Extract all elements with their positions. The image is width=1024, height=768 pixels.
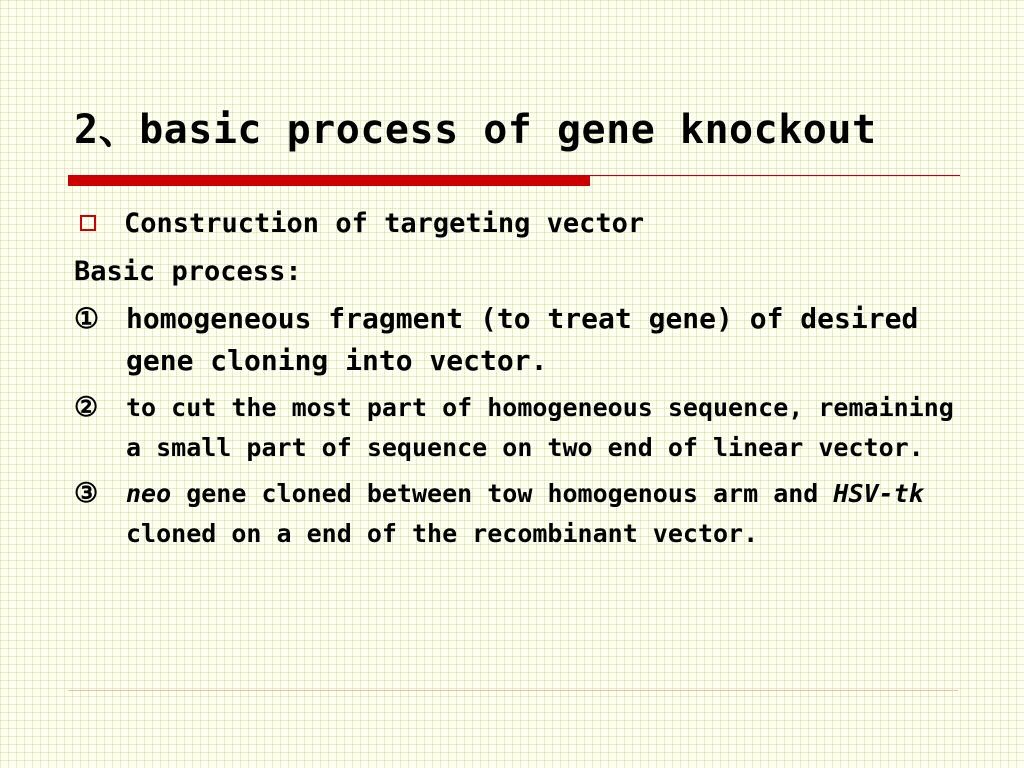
step-text: homogeneous fragment (to treat gene) of desired gene cloning into vector.: [126, 302, 919, 377]
step-text-part: gene cloned between tow homogenous arm and: [171, 479, 834, 508]
step-3: [74, 474, 974, 554]
title-underline-thin: [590, 175, 960, 176]
gene-name-hsv-tk: HSV-tk: [833, 479, 924, 508]
step-1: [74, 298, 974, 382]
step-text-part: cloned on a end of the recombinant vector.: [126, 519, 759, 548]
bullet-text: Construction of targeting vector: [124, 207, 645, 239]
step-number: ②: [74, 392, 99, 423]
gene-name-neo: neo: [126, 479, 172, 508]
bullet-item: [74, 200, 974, 246]
step-text: to cut the most part of homogeneous sequence, remaining a small part of sequence on two end of linear vector.: [126, 393, 954, 462]
title-underline-thick: [68, 175, 590, 186]
slide-content: [74, 200, 974, 560]
slide-title: 2、basic process of gene knockout: [74, 107, 877, 153]
footer-divider: [68, 690, 958, 691]
step-number: ③: [74, 478, 99, 509]
step-number: ①: [74, 302, 100, 335]
step-text: [126, 474, 974, 554]
subheading: Basic process:: [74, 256, 302, 287]
hollow-square-icon: [80, 215, 96, 231]
step-2: [74, 388, 974, 468]
